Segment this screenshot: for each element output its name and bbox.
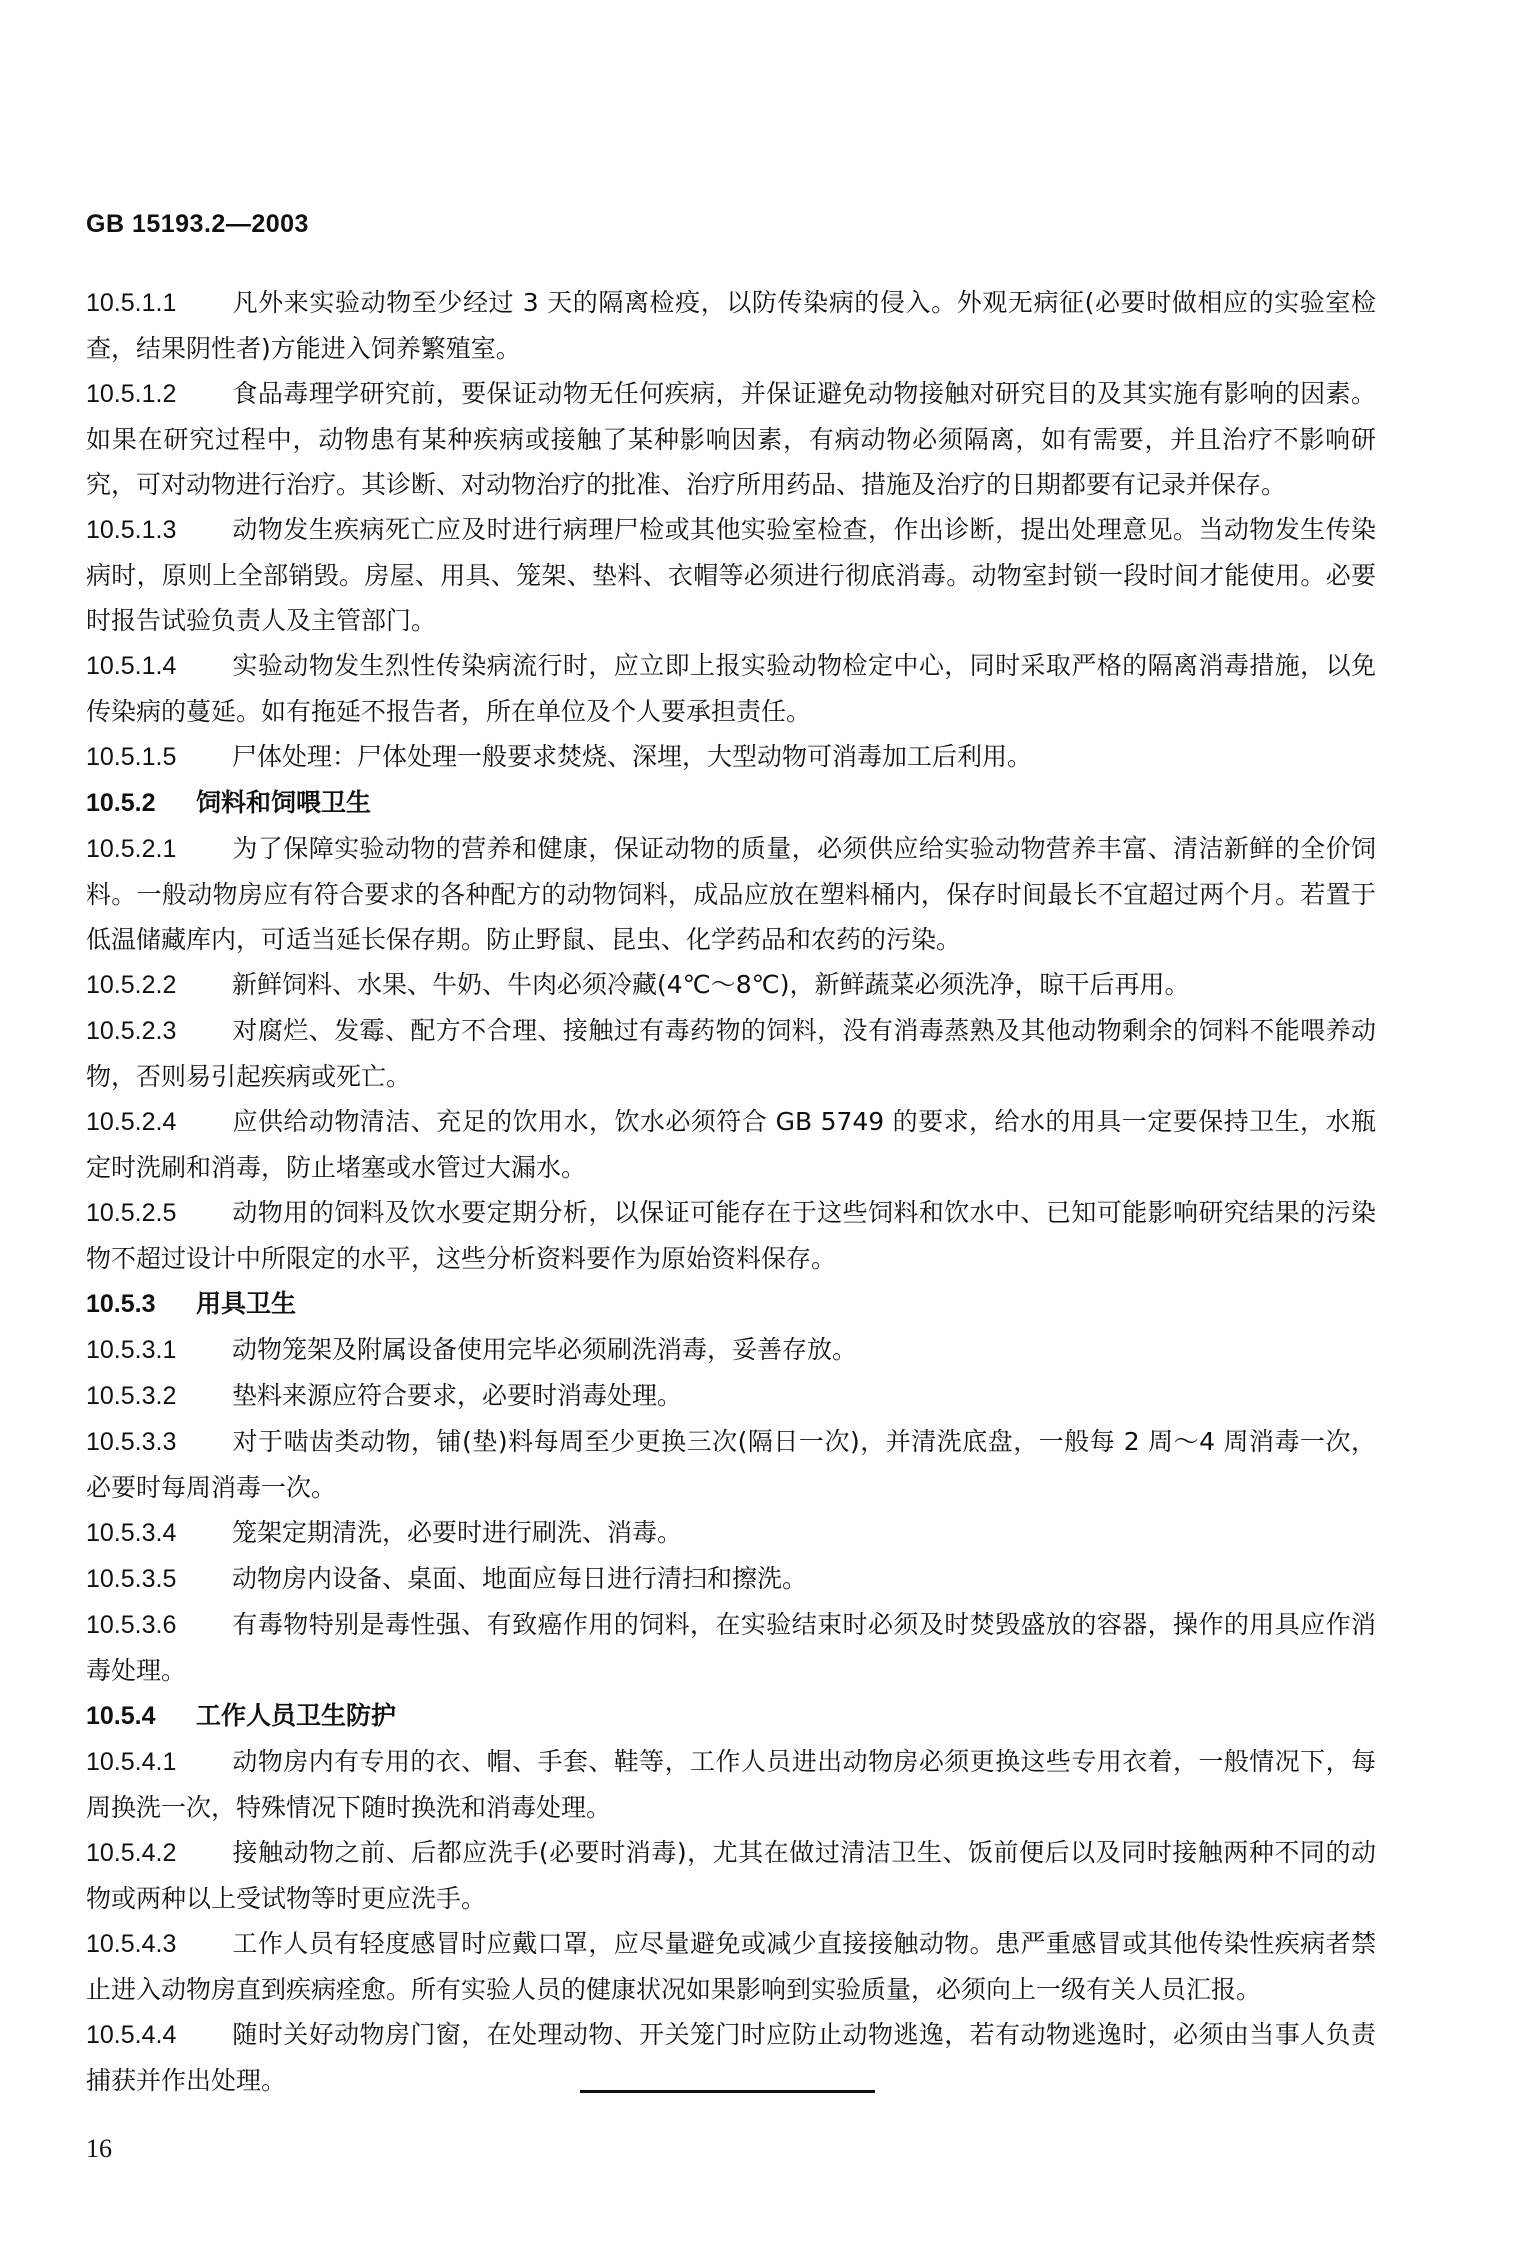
clause-number: 10.5.2.5 [86, 1199, 177, 1227]
clause-paragraph [86, 1008, 1376, 1099]
clause-text: 对腐烂、发霉、配方不合理、接触过有毒药物的饲料，没有消毒蒸熟及其他动物剩余的饲料不能喂养动物，否则易引起疾病或死亡。 [86, 1016, 1376, 1091]
clause-paragraph [86, 1510, 1376, 1556]
clause-text: 动物房内设备、桌面、地面应每日进行清扫和擦洗。 [232, 1564, 808, 1593]
clause-number: 10.5.3.6 [86, 1611, 177, 1639]
clause-text: 对于啮齿类动物，铺(垫)料每周至少更换三次(隔日一次)，并清洗底盘，一般每 2 周～4 周消毒一次，必要时每周消毒一次。 [86, 1427, 1376, 1502]
section-heading [86, 1693, 1376, 1739]
clause-number: 10.5.2.1 [86, 835, 177, 863]
clause-text: 接触动物之前、后都应洗手(必要时消毒)，尤其在做过清洁卫生、饭前便后以及同时接触两种不同的动物或两种以上受试物等时更应洗手。 [86, 1838, 1376, 1913]
clause-number: 10.5.2.3 [86, 1017, 177, 1045]
clause-number: 10.5.1.5 [86, 743, 177, 771]
clause-number: 10.5.2 [86, 789, 156, 817]
clause-paragraph [86, 1373, 1376, 1419]
clause-text: 为了保障实验动物的营养和健康，保证动物的质量，必须供应给实验动物营养丰富、清洁新鲜的全价饲料。一般动物房应有符合要求的各种配方的动物饲料，成品应放在塑料桶内，保存时间最长不宜超过两个月。若置于低温储藏库内，可适当延长保存期。防止野鼠、昆虫、化学药品和农药的污染。 [86, 834, 1376, 954]
section-heading-text: 工作人员卫生防护 [196, 1701, 397, 1730]
clause-text: 动物用的饲料及饮水要定期分析，以保证可能存在于这些饲料和饮水中、已知可能影响研究结果的污染物不超过设计中所限定的水平，这些分析资料要作为原始资料保存。 [86, 1198, 1376, 1273]
clause-text: 实验动物发生烈性传染病流行时，应立即上报实验动物检定中心，同时采取严格的隔离消毒措施，以免传染病的蔓延。如有拖延不报告者，所在单位及个人要承担责任。 [86, 651, 1376, 726]
clause-number: 10.5.2.2 [86, 971, 177, 999]
section-heading-text: 饲料和饲喂卫生 [196, 788, 372, 817]
clause-text: 尸体处理：尸体处理一般要求焚烧、深埋，大型动物可消毒加工后利用。 [232, 742, 1033, 771]
section-heading-text: 用具卫生 [196, 1289, 297, 1318]
clause-number: 10.5.3.5 [86, 1565, 177, 1593]
clause-number: 10.5.4.1 [86, 1748, 177, 1776]
clause-number: 10.5.4 [86, 1702, 156, 1730]
clause-paragraph [86, 962, 1376, 1008]
clause-paragraph [86, 643, 1376, 734]
clause-paragraph [86, 1099, 1376, 1190]
clause-paragraph [86, 1921, 1376, 2012]
clause-paragraph [86, 1327, 1376, 1373]
clause-paragraph [86, 371, 1376, 507]
footer-divider [580, 2090, 875, 2093]
clause-number: 10.5.4.4 [86, 2021, 177, 2049]
clause-paragraph [86, 1830, 1376, 1921]
clause-text: 垫料来源应符合要求，必要时消毒处理。 [232, 1381, 683, 1410]
clause-text: 工作人员有轻度感冒时应戴口罩，应尽量避免或减少直接接触动物。患严重感冒或其他传染性疾病者禁止进入动物房直到疾病痊愈。所有实验人员的健康状况如果影响到实验质量，必须向上一级有关人员汇报。 [86, 1929, 1376, 2004]
clause-text: 有毒物特别是毒性强、有致癌作用的饲料，在实验结束时必须及时焚毁盛放的容器，操作的用具应作消毒处理。 [86, 1610, 1376, 1685]
clause-paragraph [86, 1739, 1376, 1830]
clause-number: 10.5.3.4 [86, 1519, 177, 1547]
clause-text: 应供给动物清洁、充足的饮用水，饮水必须符合 GB 5749 的要求，给水的用具一定要保持卫生，水瓶定时洗刷和消毒，防止堵塞或水管过大漏水。 [86, 1107, 1376, 1182]
clause-paragraph [86, 1556, 1376, 1602]
clause-paragraph [86, 507, 1376, 643]
clause-text: 随时关好动物房门窗，在处理动物、开关笼门时应防止动物逃逸，若有动物逃逸时，必须由当事人负责捕获并作出处理。 [86, 2020, 1376, 2095]
document-body [86, 280, 1376, 2103]
section-heading [86, 780, 1376, 826]
clause-paragraph [86, 734, 1376, 780]
clause-number: 10.5.4.2 [86, 1839, 177, 1867]
clause-number: 10.5.3 [86, 1290, 156, 1318]
clause-paragraph [86, 1602, 1376, 1693]
clause-number: 10.5.1.4 [86, 652, 177, 680]
clause-number: 10.5.3.3 [86, 1428, 177, 1456]
section-heading [86, 1281, 1376, 1327]
clause-number: 10.5.1.2 [86, 380, 177, 408]
clause-text: 动物房内有专用的衣、帽、手套、鞋等，工作人员进出动物房必须更换这些专用衣着，一般情况下，每周换洗一次，特殊情况下随时换洗和消毒处理。 [86, 1747, 1376, 1822]
clause-text: 食品毒理学研究前，要保证动物无任何疾病，并保证避免动物接触对研究目的及其实施有影响的因素。如果在研究过程中，动物患有某种疾病或接触了某种影响因素，有病动物必须隔离，如有需要，并且治疗不影响研究，可对动物进行治疗。其诊断、对动物治疗的批准、治疗所用药品、措施及治疗的日期都要有记录并保存。 [86, 379, 1376, 499]
clause-text: 凡外来实验动物至少经过 3 天的隔离检疫，以防传染病的侵入。外观无病征(必要时做相应的实验室检查，结果阴性者)方能进入饲养繁殖室。 [86, 288, 1376, 363]
clause-text: 新鲜饲料、水果、牛奶、牛肉必须冷藏(4℃～8℃)，新鲜蔬菜必须洗净，晾干后再用。 [232, 970, 1190, 999]
clause-paragraph [86, 1419, 1376, 1510]
clause-text: 动物发生疾病死亡应及时进行病理尸检或其他实验室检查，作出诊断，提出处理意见。当动物发生传染病时，原则上全部销毁。房屋、用具、笼架、垫料、衣帽等必须进行彻底消毒。动物室封锁一段时间才能使用。必要时报告试验负责人及主管部门。 [86, 515, 1376, 635]
clause-text: 笼架定期清洗，必要时进行刷洗、消毒。 [232, 1518, 683, 1547]
clause-number: 10.5.3.2 [86, 1382, 177, 1410]
clause-number: 10.5.1.3 [86, 516, 177, 544]
clause-number: 10.5.4.3 [86, 1930, 177, 1958]
clause-paragraph [86, 1190, 1376, 1281]
clause-paragraph [86, 826, 1376, 962]
clause-number: 10.5.1.1 [86, 289, 177, 317]
standard-code: GB 15193.2—2003 [86, 210, 309, 238]
clause-paragraph [86, 280, 1376, 371]
clause-number: 10.5.2.4 [86, 1108, 177, 1136]
clause-text: 动物笼架及附属设备使用完毕必须刷洗消毒，妥善存放。 [232, 1335, 858, 1364]
clause-number: 10.5.3.1 [86, 1336, 177, 1364]
page-number: 16 [86, 2134, 112, 2163]
